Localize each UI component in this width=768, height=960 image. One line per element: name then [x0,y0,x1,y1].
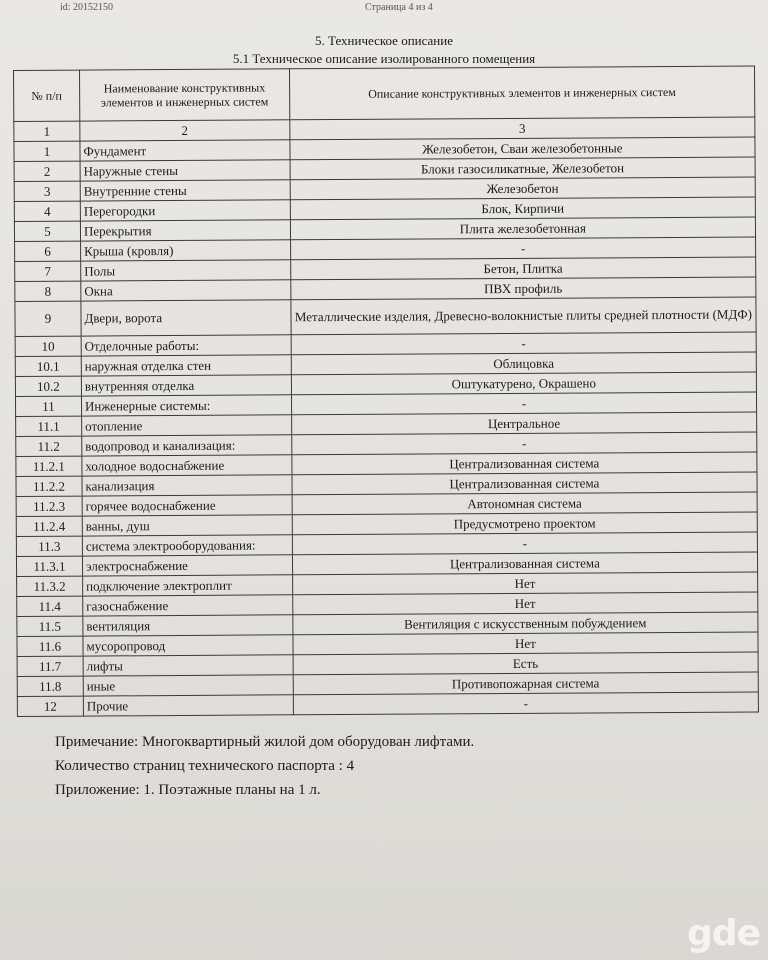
row-description: Блоки газосиликатные, Железобетон [290,157,755,180]
table-row [17,692,758,717]
row-number: 8 [15,281,81,301]
row-description: - [291,432,756,455]
row-number: 11.2 [16,436,82,456]
row-number: 11.1 [16,416,82,436]
watermark-logo: gde [687,913,760,954]
row-number: 11.2.2 [16,476,82,496]
column-number-2: 2 [80,120,290,141]
row-description: Плита железобетонная [290,217,755,240]
appendix-text: Приложение: 1. Поэтажные планы на 1 л. [55,782,321,798]
table-header-row [14,66,755,122]
row-number: 11 [15,396,81,416]
row-name: Отделочные работы: [81,335,291,356]
row-number: 3 [14,181,80,201]
section-subtitle: 5.1 Техническое описание изолированного помещения [232,51,536,66]
row-name: подключение электроплит [83,575,293,596]
table-row [15,297,756,337]
row-name: Полы [81,260,291,281]
row-description: Вентиляция с искусственным побуждением [293,612,758,635]
row-number: 10 [15,336,81,356]
row-description: - [292,532,757,555]
row-description: - [291,392,756,415]
row-number: 12 [17,696,83,716]
row-name: Окна [81,280,291,301]
row-description: Централизованная система [292,472,757,495]
document-id: id: 20152150 [60,2,114,13]
row-number: 1 [14,141,80,161]
row-number: 11.3.2 [17,576,83,596]
row-number: 11.6 [17,636,83,656]
row-description: Железобетон [290,177,755,200]
row-description: Облицовка [291,352,756,375]
row-name: ванны, душ [82,515,292,536]
row-description: Централизованная система [292,552,757,575]
row-number: 11.2.3 [16,496,82,516]
row-description: ПВХ профиль [291,277,756,300]
row-number: 11.2.4 [16,516,82,536]
row-name: электроснабжение [82,555,292,576]
header-number: № п/п [14,70,80,121]
row-number: 2 [14,161,80,181]
header-description: Описание конструктивных элементов и инженерных систем [289,66,755,120]
notes-block [55,730,474,802]
row-description: Централизованная система [292,452,757,475]
row-description: Есть [293,652,758,675]
row-number: 11.8 [17,676,83,696]
row-description: Автономная система [292,492,757,515]
header-name: Наименование конструктивных элементов и инженерных систем [79,69,289,121]
row-description: Железобетон, Сваи железобетонные [290,137,755,160]
row-number: 11.2.1 [16,456,82,476]
row-number: 9 [15,301,81,336]
note-text: Примечание: Многоквартирный жилой дом оборудован лифтами. [55,734,475,750]
row-description: - [290,237,755,260]
row-number: 7 [15,261,81,281]
row-number: 11.3.1 [16,556,82,576]
row-number: 11.3 [16,536,82,556]
row-name: Прочие [83,695,293,716]
row-description: - [291,332,756,355]
row-name: канализация [82,475,292,496]
row-name: холодное водоснабжение [82,455,292,476]
row-number: 11.4 [17,596,83,616]
row-name: Наружные стены [80,160,290,181]
row-name: мусоропровод [83,635,293,656]
row-description: Блок, Кирпичи [290,197,755,220]
row-number: 10.1 [15,356,81,376]
row-description: Нет [292,572,757,595]
row-name: горячее водоснабжение [82,495,292,516]
row-name: Перекрытия [80,220,290,241]
row-number: 11.7 [17,656,83,676]
column-number-3: 3 [290,117,755,140]
row-name: наружная отделка стен [81,355,291,376]
row-name: Инженерные системы: [81,395,291,416]
row-name: Двери, ворота [81,300,291,336]
row-name: иные [83,675,293,696]
page-number: Страница 4 из 4 [365,2,433,13]
row-description: Оштукатурено, Окрашено [291,372,756,395]
row-number: 5 [14,221,80,241]
row-name: отопление [82,415,292,436]
row-name: система электрооборудования: [82,535,292,556]
row-name: Фундамент [80,140,290,161]
section-title: 5. Техническое описание [315,33,453,48]
row-name: Перегородки [80,200,290,221]
row-number: 11.5 [17,616,83,636]
row-name: лифты [83,655,293,676]
row-description: Противопожарная система [293,672,758,695]
row-description: Нет [292,592,757,615]
row-description: Предусмотрено проектом [292,512,757,535]
row-name: Внутренние стены [80,180,290,201]
row-name: внутренняя отделка [81,375,291,396]
row-description: - [293,692,758,715]
row-description: Бетон, Плитка [290,257,755,280]
row-number: 10.2 [15,376,81,396]
row-description: Центральное [291,412,756,435]
row-name: водопровод и канализация: [82,435,292,456]
row-number: 4 [14,201,80,221]
description-table [13,65,759,717]
page-count-text: Количество страниц технического паспорта : 4 [55,758,355,774]
row-name: газоснабжение [83,595,293,616]
row-number: 6 [15,241,81,261]
row-description: Металлические изделия, Древесно-волокнистые плиты средней плотности (МДФ) [291,297,756,335]
row-name: Крыша (кровля) [80,240,290,261]
column-number-1: 1 [14,121,80,141]
row-description: Нет [293,632,758,655]
row-name: вентиляция [83,615,293,636]
